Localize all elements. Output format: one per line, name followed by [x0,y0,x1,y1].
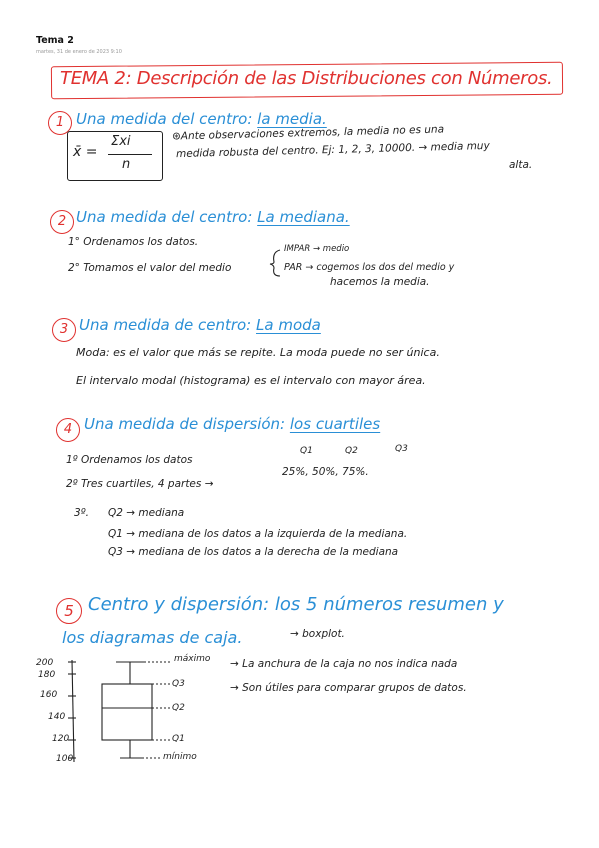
section-5-heading-line-1: Centro y dispersión: los 5 números resumen y [88,594,504,615]
section-2-heading-text: Una medida del centro: [76,208,258,226]
boxplot-label-max: máximo [174,654,211,664]
boxplot-label-min: mínimo [163,752,197,762]
boxplot-tick-180: 180 [38,670,56,680]
section-1-heading-text: Una medida del centro: [76,110,258,128]
boxplot-box [102,684,152,740]
section-3-heading-text: Una medida de centro: [79,316,257,334]
mode-line-2: El intervalo modal (histograma) es el intervalo con mayor área. [76,374,426,387]
median-branch-par-1: PAR → cogemos los dos del medio y [284,262,455,273]
boxplot-label-q1: Q1 [172,734,185,744]
mean-note-line-3: alta. [509,159,533,171]
boxplot-label-q3: Q3 [172,679,185,689]
page-title: Tema 2 [36,35,74,46]
boxplot-drawing [60,656,180,768]
formula-lhs: x̄ = [73,144,98,160]
section-4-number: 4 [56,418,80,442]
median-step-2: 2° Tomamos el valor del medio [68,262,232,274]
section-4-heading-text: Una medida de dispersión: [84,415,290,433]
section-2-keyword: La mediana. [257,208,350,226]
section-5-heading-line-2: los diagramas de caja. [62,628,243,647]
formula-numerator: Σxi [111,134,131,149]
boxplot-note-2: → Son útiles para comparar grupos de datos. [230,682,467,694]
mode-line-1: Moda: es el valor que más se repite. La moda puede no ser única. [76,346,440,359]
median-branch-par-2: hacemos la media. [330,276,430,288]
quartile-q2-line: Q2 → mediana [108,507,185,519]
median-brace [268,248,284,278]
boxplot-tick-160: 160 [40,690,58,700]
quartiles-step-3-label: 3º. [74,507,89,519]
boxplot-tick-120: 120 [52,734,70,744]
section-1-number: 1 [48,111,72,135]
section-4-heading [84,415,380,433]
median-branch-impar: IMPAR → medio [284,244,350,254]
boxplot-axis [72,660,74,762]
quartiles-step-1: 1º Ordenamos los datos [66,454,193,466]
section-3-keyword: La moda [256,316,321,334]
quartile-label-q2: Q2 [345,446,358,456]
formula-denominator: n [122,157,131,172]
section-5-number: 5 [56,598,82,624]
quartiles-step-2: 2º Tres cuartiles, 4 partes → [66,478,214,490]
section-2-number: 2 [50,210,74,234]
quartile-percents: 25%, 50%, 75%. [282,466,369,478]
mean-note-line-1: ⊛Ante observaciones extremos, la media no es una [171,123,445,143]
boxplot-tick-140: 140 [48,712,66,722]
quartile-label-q1: Q1 [300,446,313,456]
boxplot-tick-200: 200 [36,658,54,668]
quartile-q3-line: Q3 → mediana de los datos a la derecha de la mediana [108,546,399,558]
quartile-q1-line: Q1 → mediana de los datos a la izquierda de la mediana. [108,528,408,540]
boxplot-note-1: → La anchura de la caja no nos indica nada [230,658,458,670]
boxplot-tick-100: 100 [56,754,74,764]
main-title: TEMA 2: Descripción de las Distribuciones con Números. [60,68,553,89]
mean-note-line-2: medida robusta del centro. Ej: 1, 2, 3, 10000. → media muy [175,139,490,161]
section-4-keyword: los cuartiles [289,415,381,433]
section-3-number: 3 [52,318,76,342]
median-step-1: 1° Ordenamos los datos. [68,236,199,248]
section-2-heading [76,208,350,226]
quartile-label-q3: Q3 [395,444,408,454]
section-1-heading [76,110,327,128]
section-3-heading [79,316,321,334]
section-5-heading-suffix: → boxplot. [290,628,345,640]
section-1-keyword: la media. [257,110,327,128]
boxplot-label-q2: Q2 [172,703,185,713]
page-timestamp: martes, 31 de enero de 2023 9:10 [36,49,122,55]
formula-fraction-line [108,154,152,155]
